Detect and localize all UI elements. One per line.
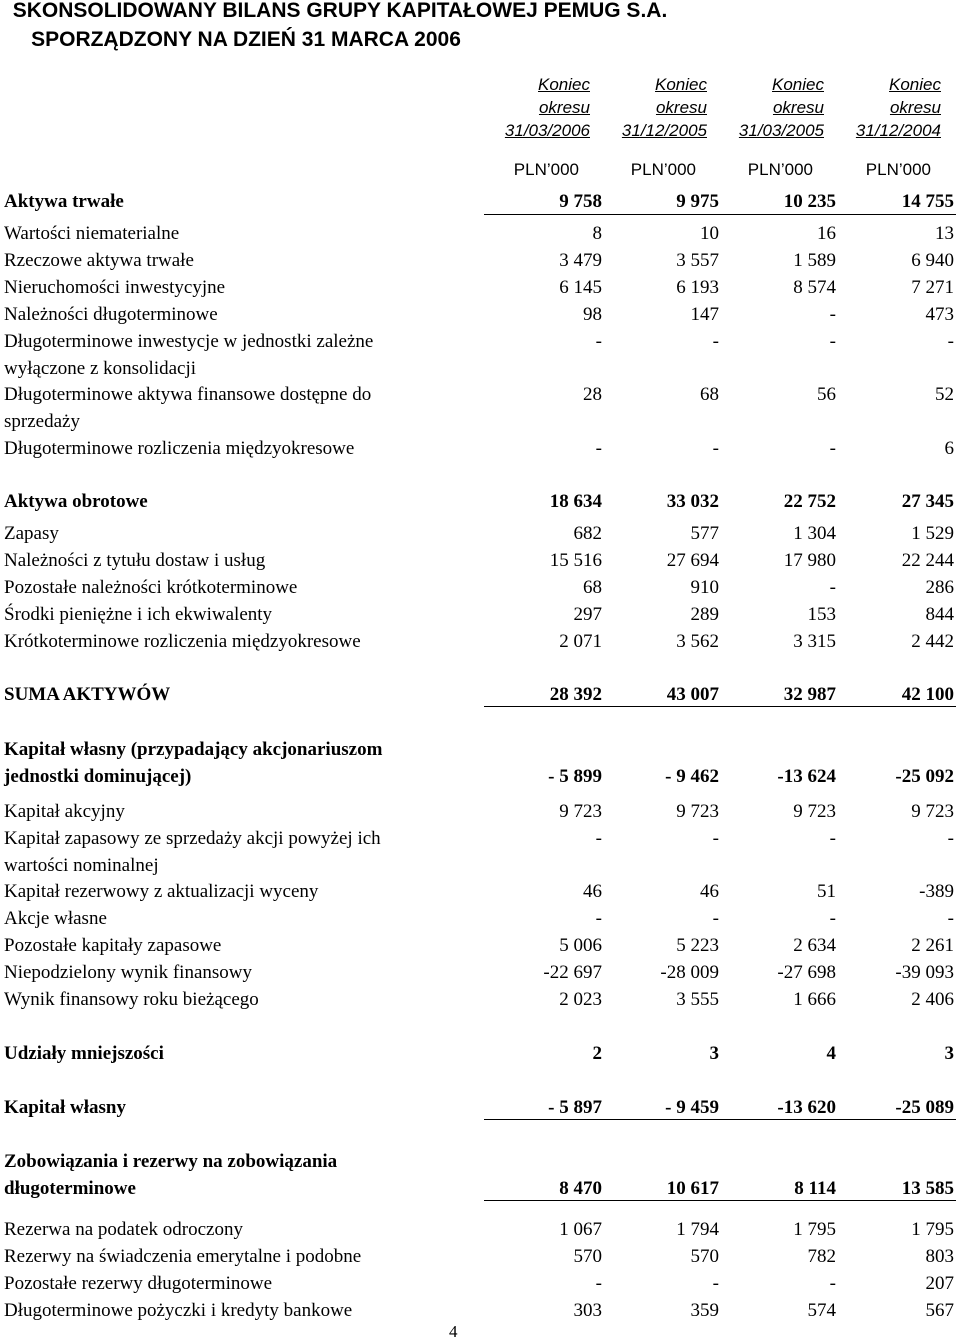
row-value-col-0: 1 067 [559, 1219, 602, 1240]
row-value-col-2: 1 589 [793, 250, 836, 271]
row-label: Zobowiązania i rezerwy na zobowiązania [4, 1151, 338, 1172]
row-value-col-3: 52 [935, 384, 954, 405]
row-value-col-0: 5 006 [559, 935, 602, 956]
table-row [4, 220, 956, 247]
table-row [4, 1270, 956, 1297]
table-row [4, 763, 956, 790]
row-value-col-1: 6 193 [676, 277, 719, 298]
column-header-1 [589, 73, 707, 142]
row-value-col-1: 46 [700, 881, 719, 902]
row-value-col-2: - [829, 331, 836, 352]
table-row [4, 852, 956, 879]
column-unit-0: PLN’000 [513, 160, 579, 179]
row-value-col-3: - [947, 908, 954, 929]
table-row [4, 1040, 956, 1067]
table-row [4, 878, 956, 905]
column-header-0 [472, 73, 590, 142]
row-value-col-2: - [829, 908, 836, 929]
row-value-col-3: - [947, 331, 954, 352]
row-value-col-2: 1 304 [793, 523, 836, 544]
row-value-col-2: 3 315 [793, 631, 836, 652]
row-value-col-3: -25 092 [895, 766, 954, 787]
row-value-col-3: -39 093 [895, 962, 954, 983]
row-value-col-2: 4 [826, 1043, 836, 1064]
row-value-col-0: 28 [583, 384, 602, 405]
row-value-col-1: - 9 462 [665, 766, 719, 787]
row-label: Długoterminowe pożyczki i kredyty bankowe [4, 1300, 353, 1321]
column-unit-1: PLN’000 [630, 160, 696, 179]
row-value-col-2: 574 [807, 1300, 836, 1321]
row-value-col-0: - [595, 908, 602, 929]
row-value-col-2: - [829, 577, 836, 598]
row-value-col-3: 1 529 [911, 523, 954, 544]
table-row [4, 736, 956, 763]
row-label: Należności długoterminowe [4, 304, 218, 325]
row-value-col-0: 8 [592, 223, 602, 244]
row-value-col-1: - [712, 331, 719, 352]
table-row [4, 328, 956, 355]
row-value-col-2: 9 723 [793, 801, 836, 822]
row-label: Rezerwy na świadczenia emerytalne i podobne [4, 1246, 362, 1267]
row-label: Rezerwa na podatek odroczony [4, 1219, 243, 1240]
row-label: Niepodzielony wynik finansowy [4, 962, 253, 983]
column-header-3-line3: 31/12/2004 [855, 121, 941, 140]
row-label: Kapitał zapasowy ze sprzedaży akcji powyżej ich [4, 828, 381, 849]
row-label: Kapitał akcyjny [4, 801, 125, 822]
row-value-col-0: 2 071 [559, 631, 602, 652]
row-label: Kapitał własny [4, 1097, 126, 1118]
row-value-col-3: 2 442 [911, 631, 954, 652]
total-underline [484, 1119, 956, 1120]
row-value-col-1: 359 [690, 1300, 719, 1321]
row-label: Wartości niematerialne [4, 223, 180, 244]
row-value-col-3: 286 [925, 577, 954, 598]
document-title-line2: SPORZĄDZONY NA DZIEŃ 31 MARCA 2006 [31, 28, 461, 51]
table-row [4, 1175, 956, 1202]
row-label: Pozostałe należności krótkoterminowe [4, 577, 298, 598]
row-value-col-3: 7 271 [911, 277, 954, 298]
row-value-col-2: -13 624 [777, 766, 836, 787]
row-value-col-1: - [712, 828, 719, 849]
row-value-col-3: -389 [919, 881, 954, 902]
column-header-3-line2: okresu [889, 98, 941, 117]
column-header-3-line1: Koniec [889, 75, 941, 94]
row-value-col-3: 473 [925, 304, 954, 325]
row-value-col-0: - 5 899 [548, 766, 602, 787]
row-label: sprzedaży [4, 411, 80, 432]
row-value-col-2: 32 987 [783, 684, 836, 705]
table-row [4, 1094, 956, 1121]
row-value-col-2: -13 620 [777, 1097, 836, 1118]
row-value-col-0: - 5 897 [548, 1097, 602, 1118]
row-value-col-0: - [595, 331, 602, 352]
row-value-col-0: 297 [573, 604, 602, 625]
table-row [4, 628, 956, 655]
row-value-col-1: 33 032 [666, 491, 719, 512]
total-underline [484, 1200, 956, 1201]
row-value-col-3: 803 [925, 1246, 954, 1267]
table-row [4, 355, 956, 382]
table-row [4, 905, 956, 932]
row-value-col-2: 56 [817, 384, 836, 405]
row-value-col-0: 98 [583, 304, 602, 325]
total-underline [484, 214, 956, 215]
table-row [4, 986, 956, 1013]
column-header-3 [823, 73, 941, 142]
table-row [4, 188, 956, 215]
row-value-col-2: 782 [807, 1246, 836, 1267]
row-value-col-0: 303 [573, 1300, 602, 1321]
row-value-col-2: 22 752 [783, 491, 836, 512]
table-row [4, 601, 956, 628]
row-value-col-2: - [829, 304, 836, 325]
table-row [4, 381, 956, 408]
row-label: Długoterminowe rozliczenia międzyokresowe [4, 438, 355, 459]
row-value-col-3: -25 089 [895, 1097, 954, 1118]
row-value-col-2: 16 [817, 223, 836, 244]
row-value-col-1: 9 723 [676, 801, 719, 822]
row-value-col-1: -28 009 [660, 962, 719, 983]
row-label: jednostki dominującej) [4, 766, 192, 787]
row-value-col-0: 28 392 [549, 684, 602, 705]
row-value-col-0: 6 145 [559, 277, 602, 298]
row-value-col-2: - [829, 828, 836, 849]
table-row [4, 547, 956, 574]
row-value-col-1: 910 [690, 577, 719, 598]
row-label: Pozostałe kapitały zapasowe [4, 935, 222, 956]
row-value-col-1: 3 [709, 1043, 719, 1064]
row-value-col-2: 2 634 [793, 935, 836, 956]
row-label: Nieruchomości inwestycyjne [4, 277, 226, 298]
table-row [4, 825, 956, 852]
row-value-col-3: 13 [935, 223, 954, 244]
table-row [4, 408, 956, 435]
row-label: Udziały mniejszości [4, 1043, 164, 1064]
row-value-col-0: 2 023 [559, 989, 602, 1010]
row-value-col-2: -27 698 [777, 962, 836, 983]
row-value-col-3: 844 [925, 604, 954, 625]
row-label: Długoterminowe inwestycje w jednostki zależne [4, 331, 374, 352]
row-value-col-0: 570 [573, 1246, 602, 1267]
row-value-col-3: 1 795 [911, 1219, 954, 1240]
row-value-col-0: 18 634 [549, 491, 602, 512]
row-value-col-2: - [829, 1273, 836, 1294]
row-value-col-2: 1 666 [793, 989, 836, 1010]
row-label: wartości nominalnej [4, 855, 159, 876]
table-row [4, 959, 956, 986]
row-value-col-0: 15 516 [549, 550, 602, 571]
row-label: Długoterminowe aktywa finansowe dostępne do [4, 384, 372, 405]
row-value-col-3: 42 100 [901, 684, 954, 705]
row-value-col-3: 567 [925, 1300, 954, 1321]
row-value-col-1: 10 [700, 223, 719, 244]
row-label: Kapitał rezerwowy z aktualizacji wyceny [4, 881, 319, 902]
table-row [4, 247, 956, 274]
row-label: Aktywa trwałe [4, 191, 124, 212]
row-label: Zapasy [4, 523, 59, 544]
column-unit-2: PLN’000 [747, 160, 813, 179]
document-title-line1: SKONSOLIDOWANY BILANS GRUPY KAPITAŁOWEJ PEMUG S.A. [12, 0, 668, 22]
row-value-col-3: 6 [944, 438, 954, 459]
row-value-col-0: 9 758 [559, 191, 602, 212]
row-label: długoterminowe [4, 1178, 136, 1199]
table-row [4, 681, 956, 708]
row-value-col-3: 2 261 [911, 935, 954, 956]
row-value-col-2: 17 980 [783, 550, 836, 571]
row-value-col-3: 27 345 [901, 491, 954, 512]
row-label: wyłączone z konsolidacji [4, 358, 197, 379]
row-value-col-1: 3 557 [676, 250, 719, 271]
row-value-col-1: 43 007 [666, 684, 719, 705]
row-value-col-3: 3 [944, 1043, 954, 1064]
row-value-col-3: 6 940 [911, 250, 954, 271]
row-value-col-3: 13 585 [901, 1178, 954, 1199]
row-label: Środki pieniężne i ich ekwiwalenty [4, 604, 273, 625]
row-value-col-1: - [712, 908, 719, 929]
column-header-0-line2: okresu [538, 98, 590, 117]
column-header-1-line3: 31/12/2005 [621, 121, 707, 140]
row-value-col-0: - [595, 828, 602, 849]
row-value-col-1: 3 562 [676, 631, 719, 652]
table-row [4, 932, 956, 959]
column-header-2-line1: Koniec [772, 75, 824, 94]
row-value-col-0: 3 479 [559, 250, 602, 271]
row-value-col-1: 3 555 [676, 989, 719, 1010]
row-value-col-2: 153 [807, 604, 836, 625]
row-value-col-3: - [947, 828, 954, 849]
row-label: Aktywa obrotowe [4, 491, 148, 512]
column-unit-3: PLN’000 [865, 160, 931, 179]
row-value-col-1: - [712, 438, 719, 459]
row-value-col-3: 14 755 [901, 191, 954, 212]
row-value-col-0: -22 697 [543, 962, 602, 983]
row-value-col-2: 8 114 [794, 1178, 836, 1199]
row-label: SUMA AKTYWÓW [4, 684, 171, 705]
row-label: Kapitał własny (przypadający akcjonariuszom [4, 739, 383, 760]
table-row [4, 1148, 956, 1175]
row-value-col-1: 289 [690, 604, 719, 625]
table-row [4, 1216, 956, 1243]
row-value-col-1: 147 [690, 304, 719, 325]
column-header-2 [706, 73, 824, 142]
row-value-col-3: 22 244 [901, 550, 954, 571]
row-value-col-1: 68 [700, 384, 719, 405]
page-number: 4 [449, 1322, 458, 1341]
row-value-col-2: - [829, 438, 836, 459]
column-header-2-line3: 31/03/2005 [738, 121, 824, 140]
row-label: Akcje własne [4, 908, 107, 929]
row-value-col-1: 27 694 [666, 550, 719, 571]
row-value-col-0: 68 [583, 577, 602, 598]
row-value-col-0: 9 723 [559, 801, 602, 822]
row-value-col-0: - [595, 438, 602, 459]
row-value-col-3: 2 406 [911, 989, 954, 1010]
total-underline [484, 706, 956, 707]
row-value-col-1: 5 223 [676, 935, 719, 956]
table-row [4, 574, 956, 601]
row-value-col-0: 682 [573, 523, 602, 544]
row-label: Rzeczowe aktywa trwałe [4, 250, 194, 271]
row-label: Wynik finansowy roku bieżącego [4, 989, 259, 1010]
table-row [4, 301, 956, 328]
table-row [4, 435, 956, 462]
table-row [4, 1297, 956, 1324]
table-row [4, 488, 956, 515]
row-value-col-2: 8 574 [793, 277, 836, 298]
row-value-col-1: 9 975 [676, 191, 719, 212]
row-value-col-1: 577 [690, 523, 719, 544]
row-value-col-2: 1 795 [793, 1219, 836, 1240]
row-label: Krótkoterminowe rozliczenia międzyokresowe [4, 631, 361, 652]
row-value-col-1: 570 [690, 1246, 719, 1267]
table-row [4, 798, 956, 825]
row-value-col-2: 10 235 [783, 191, 836, 212]
row-value-col-0: 2 [592, 1043, 602, 1064]
column-header-1-line1: Koniec [655, 75, 707, 94]
row-value-col-1: 1 794 [676, 1219, 719, 1240]
column-header-1-line2: okresu [655, 98, 707, 117]
row-label: Pozostałe rezerwy długoterminowe [4, 1273, 273, 1294]
row-value-col-3: 207 [925, 1273, 954, 1294]
table-row [4, 1243, 956, 1270]
row-label: Należności z tytułu dostaw i usług [4, 550, 266, 571]
row-value-col-2: 51 [817, 881, 836, 902]
table-row [4, 520, 956, 547]
column-header-0-line3: 31/03/2006 [504, 121, 590, 140]
column-header-0-line1: Koniec [538, 75, 590, 94]
row-value-col-0: 8 470 [559, 1178, 602, 1199]
row-value-col-1: 10 617 [666, 1178, 719, 1199]
table-row [4, 274, 956, 301]
column-header-2-line2: okresu [772, 98, 824, 117]
row-value-col-0: 46 [583, 881, 602, 902]
row-value-col-1: - 9 459 [665, 1097, 719, 1118]
row-value-col-1: - [712, 1273, 719, 1294]
row-value-col-3: 9 723 [911, 801, 954, 822]
row-value-col-0: - [595, 1273, 602, 1294]
